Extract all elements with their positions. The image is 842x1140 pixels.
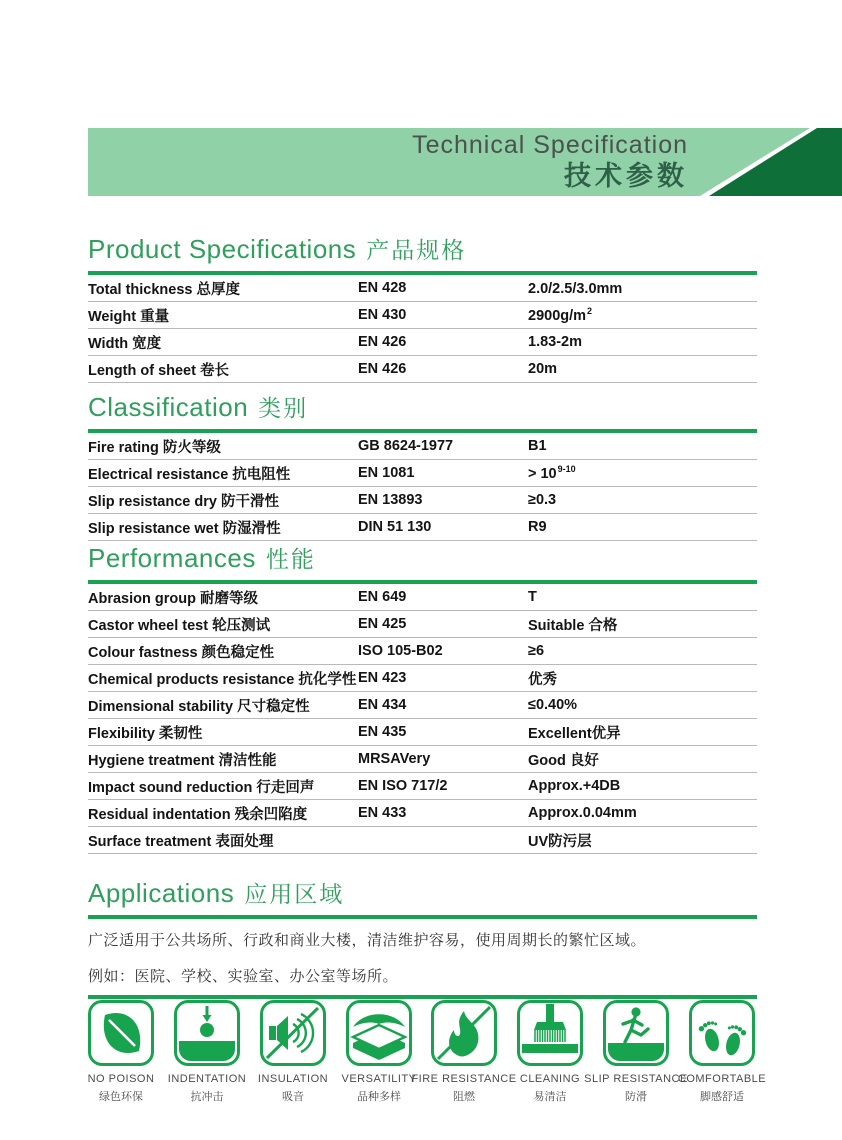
spec-standard: EN 434	[358, 697, 407, 713]
feature-label-zh: 绿色环保	[99, 1091, 143, 1103]
feature-label-en: NO POISON	[87, 1073, 155, 1085]
feature-comfortable	[652, 1000, 792, 1104]
spec-label: Impact sound reduction 行走回声	[88, 779, 315, 796]
section-title-en: Performances	[88, 543, 256, 573]
table-row	[88, 356, 757, 383]
spec-value: Excellent优异	[528, 725, 621, 742]
spec-label: Width 宽度	[88, 335, 162, 352]
table-row	[88, 460, 757, 487]
feature-label-en: COMFORTABLE	[677, 1073, 767, 1085]
table-row	[88, 487, 757, 514]
section-product-specifications	[88, 232, 757, 383]
table-row	[88, 275, 757, 302]
spec-standard: EN 435	[358, 724, 407, 740]
header-banner	[88, 128, 842, 196]
feature-label-zh: 品种多样	[357, 1091, 401, 1103]
table-row	[88, 433, 757, 460]
section-performances	[88, 541, 757, 854]
table-row	[88, 746, 757, 773]
spec-value: Approx.0.04mm	[528, 805, 637, 821]
table-row	[88, 302, 757, 329]
spec-value: B1	[528, 438, 547, 454]
banner-title	[412, 131, 688, 192]
spec-value: 20m	[528, 361, 558, 377]
spec-standard: ISO 105-B02	[358, 643, 443, 659]
feature-label-zh: 抗冲击	[190, 1091, 224, 1103]
section-title-en: Product Specifications	[88, 234, 357, 264]
feature-label-en: INDENTATION	[167, 1073, 247, 1085]
spec-standard: EN 425	[358, 616, 407, 632]
spec-standard: EN 426	[358, 361, 407, 377]
applications-bottom-rule	[88, 995, 757, 999]
section-applications	[88, 876, 757, 999]
spec-label: Castor wheel test 轮压测试	[88, 617, 271, 634]
spec-label: Abrasion group 耐磨等级	[88, 590, 258, 607]
feature-label-zh: 吸音	[282, 1091, 304, 1103]
spec-value: Approx.+4DB	[528, 778, 621, 794]
spec-label: Colour fastness 颜色稳定性	[88, 644, 275, 661]
spec-value: 优秀	[528, 671, 557, 688]
table-row	[88, 665, 757, 692]
spec-label: Electrical resistance 抗电阻性	[88, 466, 291, 483]
spec-label: Residual indentation 残余凹陷度	[88, 806, 308, 823]
spec-label: Hygiene treatment 清洁性能	[88, 752, 277, 769]
section-title-en: Applications	[88, 878, 235, 908]
spec-standard: DIN 51 130	[358, 519, 432, 535]
table-row	[88, 611, 757, 638]
table-row	[88, 329, 757, 356]
spec-label: Weight 重量	[88, 308, 170, 325]
spec-standard: EN 13893	[358, 492, 423, 508]
banner-title-en: Technical Specification	[412, 131, 688, 159]
feature-label-zh: 防滑	[625, 1091, 647, 1103]
spec-label: Flexibility 柔韧性	[88, 725, 203, 742]
table-row	[88, 584, 757, 611]
spec-standard: GB 8624-1977	[358, 438, 454, 454]
table-row	[88, 514, 757, 541]
spec-standard: EN 433	[358, 805, 407, 821]
spec-standard: EN 649	[358, 589, 407, 605]
spec-label: Surface treatment 表面处理	[88, 833, 274, 850]
spec-value-sup: 2	[587, 306, 593, 316]
section-title-zh: 应用区域	[244, 881, 345, 907]
table-row	[88, 638, 757, 665]
section-classification	[88, 390, 757, 541]
spec-label: Fire rating 防火等级	[88, 439, 221, 456]
feature-label-en: INSULATION	[257, 1073, 329, 1085]
spec-value: ≤0.40%	[528, 697, 578, 713]
spec-label: Chemical products resistance 抗化学性	[88, 671, 357, 688]
spec-value: R9	[528, 519, 547, 535]
applications-line-2: 例如：医院、学校、实验室、办公室等场所。	[88, 968, 399, 985]
feature-label-zh: 脚感舒适	[700, 1091, 744, 1103]
spec-label: Total thickness 总厚度	[88, 281, 241, 298]
spec-label: Slip resistance wet 防湿滑性	[88, 520, 281, 537]
table-row	[88, 692, 757, 719]
spec-standard: EN 426	[358, 334, 407, 350]
spec-label: Length of sheet 卷长	[88, 362, 229, 379]
spec-standard: EN 428	[358, 280, 407, 296]
section-title	[88, 541, 757, 584]
spec-standard: EN 430	[358, 307, 407, 323]
spec-standard: EN ISO 717/2	[358, 778, 448, 794]
section-title-zh: 性能	[265, 546, 316, 572]
section-title-zh: 产品规格	[366, 237, 467, 263]
spec-value: > $10^{9-10}$	[528, 464, 576, 482]
feature-label-zh: 阻燃	[453, 1091, 475, 1103]
spec-value: UV防污层	[528, 833, 592, 850]
table-row	[88, 773, 757, 800]
table-row	[88, 827, 757, 854]
feature-label-en: FIRE RESISTANCE	[411, 1073, 517, 1085]
spec-standard: EN 423	[358, 670, 407, 686]
spec-label: Slip resistance dry 防干滑性	[88, 493, 279, 510]
feature-label-en: SLIP RESISTANCE	[584, 1073, 688, 1085]
banner-title-zh: 技术参数	[564, 161, 688, 191]
section-title-zh: 类别	[258, 395, 309, 421]
section-title	[88, 390, 757, 433]
spec-value: Good 良好	[528, 752, 599, 769]
feature-label-en: VERSATILITY	[341, 1073, 417, 1085]
section-title	[88, 876, 757, 919]
spec-value: 2.0/2.5/3.0mm	[528, 281, 623, 297]
spec-value: T	[528, 589, 537, 605]
spec-value: 1.83-2m	[528, 334, 583, 350]
spec-value: ≥0.3	[528, 492, 557, 508]
spec-value: $2900g/m^2$	[528, 306, 593, 324]
section-title	[88, 232, 757, 275]
spec-value: ≥6	[528, 643, 545, 659]
applications-line-1: 广泛适用于公共场所、行政和商业大楼，清洁维护容易，使用周期长的繁忙区域。	[88, 932, 647, 949]
spec-value-sup: 9-10	[557, 464, 576, 474]
spec-standard: EN 1081	[358, 465, 415, 481]
section-title-en: Classification	[88, 392, 249, 422]
table-row	[88, 800, 757, 827]
spec-value: Suitable 合格	[528, 617, 618, 634]
feature-label-en: CLEANING	[519, 1073, 581, 1085]
spec-label: Dimensional stability 尺寸稳定性	[88, 698, 310, 715]
footprints-icon	[689, 1000, 755, 1066]
feature-label-zh: 易清洁	[533, 1091, 567, 1103]
spec-standard: MRSAVery	[358, 751, 431, 767]
table-row	[88, 719, 757, 746]
